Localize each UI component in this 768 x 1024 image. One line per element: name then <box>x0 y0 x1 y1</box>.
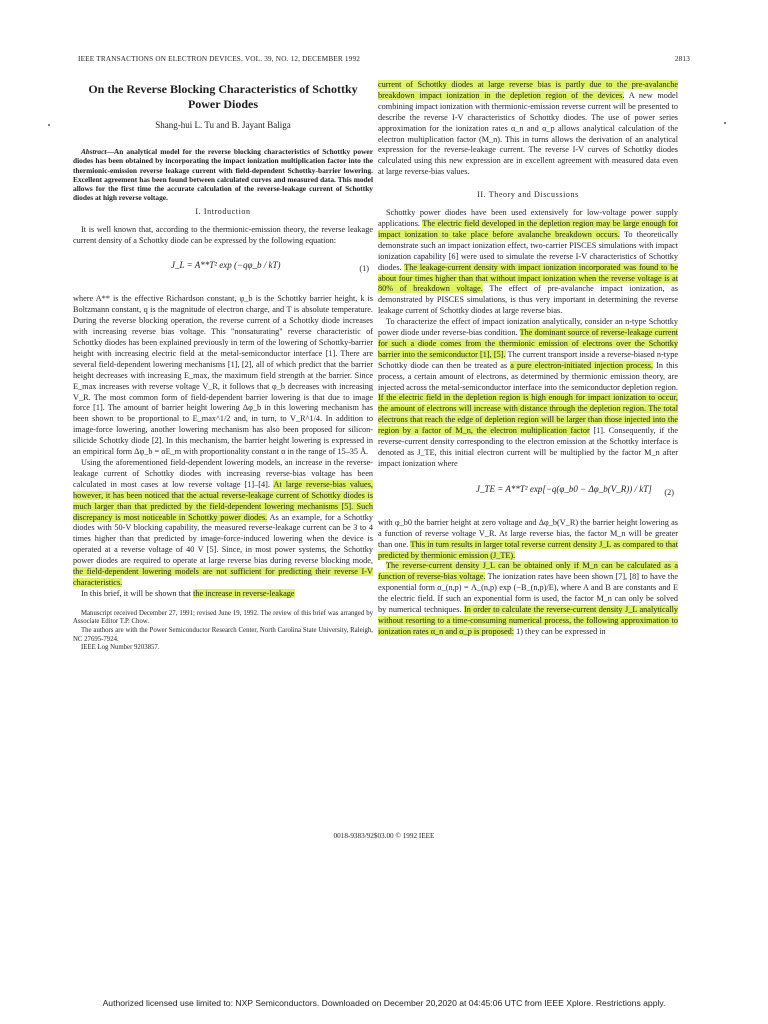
journal-header: IEEE TRANSACTIONS ON ELECTRON DEVICES, VOL. 39, NO. 12, DECEMBER 1992 <box>78 55 361 63</box>
text-run: To theoretically demonstrate such an impact ionization effect, two-carrier PISCES simulations with impact ionization capability [6] were used to simulate the reverse I-V characteristics of Schottky diodes. <box>378 229 678 272</box>
text-run: Schottky power diodes have been used extensively for low-voltage power supply applications. <box>378 208 678 228</box>
theory-paragraph-3 <box>378 518 678 562</box>
abstract-body: —An analytical model for the reverse blocking characteristics of Schottky power diodes has been obtained by incorporating the impact ionization multiplication factor into the thermionic-emission reverse leakage current with field-dependent Schottky-barrier lowering. Excellent agreement has been found between calculated curves and measured data. This model allows for the first time the accurate calculation of the reverse-leakage current of Schottky diodes at high reverse voltage. <box>73 146 373 203</box>
copyright-line: 0018-9383/92$03.00 © 1992 IEEE <box>333 832 435 840</box>
text-run: The current transport inside a reverse-biased n-type Schottky diode can then be treated as <box>378 349 678 370</box>
highlighted-text: This in turn results in larger total reverse current density J_L as compared to that predicted by thermionic emission (J_TE). <box>378 539 678 560</box>
margin-mark <box>48 124 50 126</box>
text-run: To characterize the effect of impact ionization analytically, consider an n-type Schottky power diode under reverse-bias condition. <box>378 317 678 338</box>
footnote-log: IEEE Log Number 9203857. <box>81 644 160 652</box>
highlighted-text: If the electric field in the depletion region is high enough for impact ionization to occur, the amount of electrons will increase with distance through the depletion region. The total electrons that reach the edge of depletion region will be larger than those injected into the region by a factor of M_n, the electron multiplication factor <box>378 393 678 436</box>
text-run: In this process, a certain amount of electrons, as determined by thermionic emission theory, are injected across the metal-semiconductor interface into the semiconductor depletion region. <box>378 360 679 392</box>
highlighted-text: At large reverse-bias values, however, it has been noticed that the actual reverse-leakage current of Schottky diodes is much larger than that predicted by the field-dependent lowering mechanisms [5]. Such discrepancy is most noticeable in Schottky power diodes. <box>73 479 373 522</box>
equation-1-expression: J_L = A**T² exp (−qφ_b / kT) <box>171 260 281 271</box>
highlighted-text: In order to calculate the reverse-current density J_L analytically without resorting to a time-consuming numerical process, the following approximation to ionization rates α_n and α_p is proposed: <box>378 605 679 636</box>
right-paragraph-continued <box>378 80 678 178</box>
text-run: [1]. Consequently, if the reverse-current density corresponding to the electron emission at the Schottky interface is denoted as J_TE, this initial electron current will be multiplied by the factor M_n after impact ionization where <box>378 426 678 468</box>
theory-paragraph-2 <box>378 317 678 470</box>
text-run: 1) they can be expressed in <box>514 626 606 636</box>
right-column <box>378 80 678 638</box>
equation-1 <box>73 252 373 286</box>
running-head <box>78 55 690 67</box>
highlighted-text: The electric field developed in the depletion region may be large enough for impact ionization to take place before avalanche breakdown occurs. <box>378 218 678 239</box>
paper-title: On the Reverse Blocking Characteristics of Schottky Power Diodes <box>88 82 358 111</box>
highlighted-text: current of Schottky diodes at large reverse bias is partly due to the pre-avalanche breakdown impact ionization in the depletion region of the devices. <box>378 80 678 100</box>
text-run: with φ_b0 the barrier height at zero voltage and Δφ_b(V_R) the barrier height lowering as a function of reverse voltage V_R. At large reverse bias, the factor M_n will be greater than one. <box>378 517 678 549</box>
text-run: The effect of pre-avalanche impact ionization, as demonstrated by PISCES simulations, is thus very important in determining the reverse leakage current of Schottky diodes at large reverse bias. <box>378 284 678 316</box>
margin-mark <box>724 122 726 124</box>
highlighted-text: a pure electron-initiated injection process. <box>510 360 653 370</box>
highlighted-text: the increase in reverse-leakage <box>193 588 295 598</box>
equation-2-expression: J_TE = A**T² exp[−q(φ_b0 − Δφ_b(V_R)) / kT] <box>476 483 652 494</box>
abstract <box>73 147 373 203</box>
theory-paragraph-4 <box>378 561 678 637</box>
highlighted-text: The leakage-current density with impact ionization incorporated was found to be about four times higher than that without impact ionization when the reverse voltage is at 80% of breakdown voltage. <box>378 262 678 294</box>
highlighted-text: The dominant source of reverse-leakage current for such a diode comes from the thermionic emission of electrons over the Schottky barrier into the semiconductor [1], [5]. <box>378 328 678 359</box>
footnote-affiliation: The authors are with the Power Semiconductor Research Center, North Carolina State University, Raleigh, NC 27695-7924. <box>73 626 373 643</box>
highlighted-text: The reverse-current density J_L can be obtained only if M_n can be calculated as a function of reverse-bias voltage. <box>378 561 678 582</box>
text-run: The ionization rates have been shown [7], [8] to have the exponential form α_(n,p) = A_(n,p) exp (−B_(n,p)/E), where A and B are constants and E the electric field. If such an exponential form is used, the factor M_n can only be solved by numerical techniques. <box>378 572 678 615</box>
equation-1-number: (1) <box>359 264 369 274</box>
section-heading-theory: II. Theory and Discussions <box>477 190 579 200</box>
highlighted-text: the field-dependent lowering models are not sufficient for predicting their reverse I-V characteristics. <box>73 567 373 587</box>
license-notice: Authorized licensed use limited to: NXP Semiconductors. Downloaded on December 20,2020 at 04:45:06 UTC from IEEE Xplore. Restrictions apply. <box>102 998 666 1008</box>
paper-authors: Shang-hui L. Tu and B. Jayant Baliga <box>155 120 291 130</box>
equation-2 <box>378 476 678 510</box>
page-number: 2813 <box>674 55 690 63</box>
text-run: Using the aforementioned field-dependent lowering models, an increase in the reverse-leakage current of Schottky diodes with increasing reverse-bias voltage has been calculated in most cases at low reverse voltage [1]–[4]. <box>73 458 373 489</box>
equation-2-number: (2) <box>664 487 674 497</box>
left-column <box>73 80 373 653</box>
intro-paragraph-2: where A** is the effective Richardson constant, φ_b is the Schottky barrier height, k is Boltzmann constant, q is the magnitude of electron charge, and T is absolute temperature. During the reverse blocking operation, the reverse current of a Schottky diode increases with increasing reverse bias voltage. This "nonsaturating" reverse characteristic of Schottky diodes has been explained previously in term of the lowering of Schottky-barrier height with increasing electric field at the metal-semiconductor interface [1]. There are several field-dependent lowering mechanisms [1], [2], all of which predict that the barrier height decreases with increasing E_max, the maximum field strength at the barrier. Since E_max increases with reverse voltage V_R, it follows that φ_b decreases with increasing V_R. The most common form of field-dependent barrier lowering is that due to image force [1]. The amount of barrier height lowering Δφ_b in this lowering mechanism has been shown to be proportional to E_max^1/2 and, in turn, to V_R^1/4. In addition to image-force lowering, another lowering mechanism has also been proposed for silicon-silicide Schottky diode [2]. In this mechanism, the barrier height lowering is expressed in an empirical form Δφ_b = αE_m with proportionality constant α in the range of 15–35 Å. <box>73 294 373 457</box>
text-run: In this brief, it will be shown that <box>81 588 194 598</box>
section-heading-introduction: I. Introduction <box>195 206 251 216</box>
theory-paragraph-1 <box>378 208 678 317</box>
intro-paragraph-1: It is well known that, according to the thermionic-emission theory, the reverse leakage current density of a Schottky diode can be expressed by the following equation: <box>73 224 373 245</box>
footnote-received: Manuscript received December 27, 1991; revised June 19, 1992. The review of this brief was arranged by Associate Editor T.P. Chow. <box>73 609 373 626</box>
abstract-label: Abstract <box>81 146 107 156</box>
intro-paragraph-4 <box>73 589 373 600</box>
footnote <box>73 610 373 653</box>
text-run: A new model combining impact ionization with thermionic-emission reverse current will be presented to describe the reverse I-V characteristics of Schottky diodes. The use of power series approximation for the ionization rates α_n and α_p allows analytical calculation of the electron multiplication factor (M_n). This in turns allows the derivation of an analytical expression for the reverse-leakage current. The reverse I-V curves of Schottky diodes calculated using this new expression are in excellent agreement with measured data even at large reverse-bias values. <box>378 90 678 177</box>
intro-paragraph-3 <box>73 458 373 589</box>
text-run: As an example, for a Schottky diodes with 50-V blocking capability, the measured reverse-leakage current can be 3 to 4 times higher than that predicted by image-force-induced lowering when the device is operated at a reverse voltage of 40 V [5]. Since, in most power systems, the Schottky power diodes are required to operate at large reverse bias during reverse blocking mode, <box>73 512 373 566</box>
